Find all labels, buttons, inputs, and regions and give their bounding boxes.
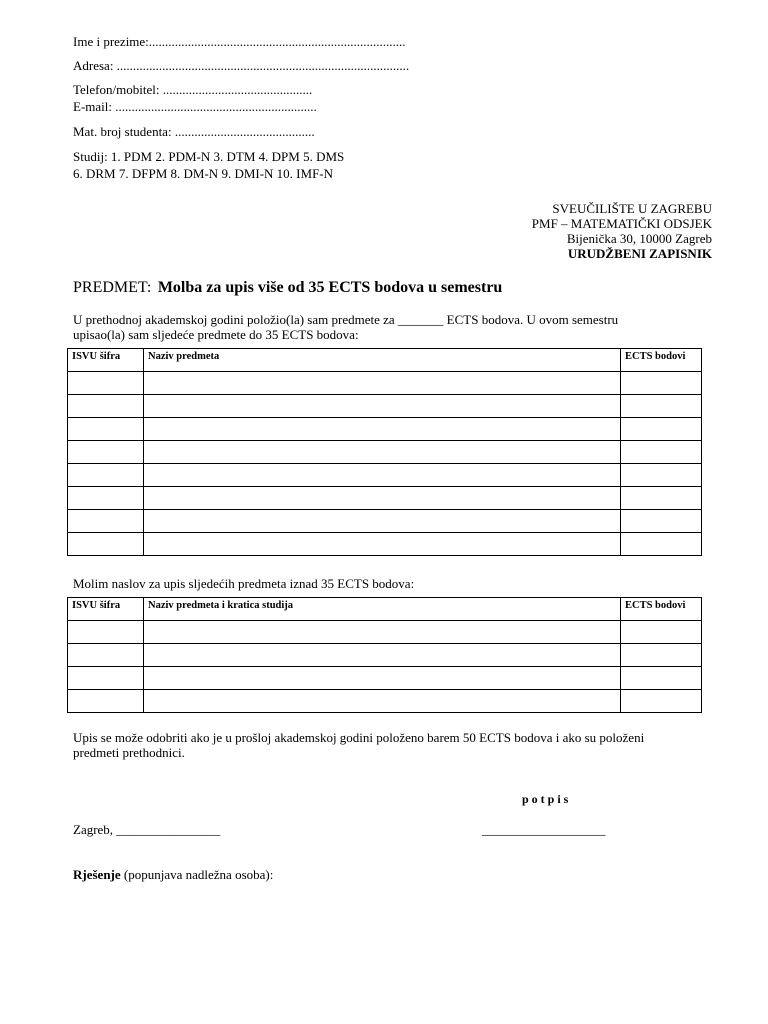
table-row bbox=[68, 418, 702, 441]
cell-isvu-code[interactable] bbox=[68, 372, 144, 395]
cell-course-name[interactable] bbox=[144, 395, 621, 418]
cell-isvu-code[interactable] bbox=[68, 621, 144, 644]
note-line2: predmeti prethodnici. bbox=[73, 745, 185, 760]
cell-ects[interactable] bbox=[621, 690, 702, 713]
col-ects: ECTS bodovi bbox=[621, 349, 702, 372]
cell-ects[interactable] bbox=[621, 621, 702, 644]
cell-course-name[interactable] bbox=[144, 441, 621, 464]
cell-isvu-code[interactable] bbox=[68, 441, 144, 464]
table-row bbox=[68, 690, 702, 713]
decision-label: Rješenje bbox=[73, 867, 121, 882]
cell-course-name[interactable] bbox=[144, 667, 621, 690]
cell-ects[interactable] bbox=[621, 464, 702, 487]
cell-isvu-code[interactable] bbox=[68, 533, 144, 556]
extra-courses-table bbox=[67, 597, 702, 713]
table-row bbox=[68, 395, 702, 418]
cell-isvu-code[interactable] bbox=[68, 667, 144, 690]
cell-isvu-code[interactable] bbox=[68, 690, 144, 713]
cell-ects[interactable] bbox=[621, 441, 702, 464]
cell-ects[interactable] bbox=[621, 487, 702, 510]
cell-isvu-code[interactable] bbox=[68, 510, 144, 533]
cell-ects[interactable] bbox=[621, 372, 702, 395]
cell-course-name[interactable] bbox=[144, 464, 621, 487]
decision-line bbox=[73, 867, 273, 882]
cell-course-name[interactable] bbox=[144, 690, 621, 713]
phone-field[interactable]: Telefon/mobitel: .............................................. bbox=[73, 82, 313, 97]
cell-ects[interactable] bbox=[621, 667, 702, 690]
department-name: PMF – MATEMATIČKI ODSJEK bbox=[531, 216, 712, 231]
col-course-name-abbrev: Naziv predmeta i kratica studija bbox=[144, 598, 621, 621]
university-name: SVEUČILIŠTE U ZAGREBU bbox=[552, 201, 712, 216]
cell-ects[interactable] bbox=[621, 533, 702, 556]
cell-isvu-code[interactable] bbox=[68, 395, 144, 418]
address-field[interactable]: Adresa: .......................................................................................... bbox=[73, 58, 410, 73]
cell-ects[interactable] bbox=[621, 644, 702, 667]
col-isvu-code: ISVU šifra bbox=[68, 349, 144, 372]
enrolled-courses-table bbox=[67, 348, 702, 556]
table-row bbox=[68, 464, 702, 487]
cell-course-name[interactable] bbox=[144, 621, 621, 644]
cell-isvu-code[interactable] bbox=[68, 644, 144, 667]
subject-title: Molba za upis više od 35 ECTS bodova u semestru bbox=[157, 279, 503, 296]
place-date-field[interactable]: Zagreb, ________________ bbox=[73, 822, 221, 837]
intro-line2: upisao(la) sam sljedeće predmete do 35 ECTS bodova: bbox=[73, 327, 359, 342]
table-row bbox=[68, 644, 702, 667]
note-line1: Upis se može odobriti ako je u prošloj akademskoj godini položeno barem 50 ECTS bodova i ako su položeni bbox=[73, 730, 645, 745]
cell-ects[interactable] bbox=[621, 510, 702, 533]
table-header-row bbox=[68, 598, 702, 621]
table-row bbox=[68, 621, 702, 644]
cell-course-name[interactable] bbox=[144, 510, 621, 533]
decision-note: (popunjava nadležna osoba): bbox=[120, 867, 274, 882]
subject-label: PREDMET: bbox=[73, 279, 152, 296]
col-course-name: Naziv predmeta bbox=[144, 349, 621, 372]
cell-course-name[interactable] bbox=[144, 533, 621, 556]
signature-line[interactable]: ___________________ bbox=[482, 822, 606, 837]
email-field[interactable]: E-mail: .............................................................. bbox=[73, 99, 317, 114]
student-id-field[interactable]: Mat. broj studenta: ........................................... bbox=[73, 124, 315, 139]
registry-label: URUDŽBENI ZAPISNIK bbox=[567, 246, 712, 261]
study-programs-line2: 6. DRM 7. DFPM 8. DM-N 9. DMI-N 10. IMF-N bbox=[73, 166, 334, 181]
cell-ects[interactable] bbox=[621, 395, 702, 418]
street-address: Bijenička 30, 10000 Zagreb bbox=[566, 231, 712, 246]
cell-isvu-code[interactable] bbox=[68, 418, 144, 441]
request-text: Molim naslov za upis sljedećih predmeta iznad 35 ECTS bodova: bbox=[73, 576, 415, 591]
intro-line1: U prethodnoj akademskoj godini položio(la) sam predmete za _______ ECTS bodova. U ovom semestru bbox=[73, 312, 619, 327]
name-field[interactable]: Ime i prezime:............................................................................... bbox=[73, 34, 406, 49]
cell-course-name[interactable] bbox=[144, 644, 621, 667]
col-ects: ECTS bodovi bbox=[621, 598, 702, 621]
cell-course-name[interactable] bbox=[144, 487, 621, 510]
cell-ects[interactable] bbox=[621, 418, 702, 441]
table-row bbox=[68, 487, 702, 510]
table-row bbox=[68, 667, 702, 690]
cell-isvu-code[interactable] bbox=[68, 487, 144, 510]
table-row bbox=[68, 533, 702, 556]
cell-isvu-code[interactable] bbox=[68, 464, 144, 487]
signature-label: p o t p i s bbox=[522, 792, 569, 806]
col-isvu-code: ISVU šifra bbox=[68, 598, 144, 621]
cell-course-name[interactable] bbox=[144, 372, 621, 395]
study-programs-line1: Studij: 1. PDM 2. PDM-N 3. DTM 4. DPM 5. DMS bbox=[73, 149, 345, 164]
table-row bbox=[68, 372, 702, 395]
cell-course-name[interactable] bbox=[144, 418, 621, 441]
subject-line bbox=[73, 278, 502, 297]
table-row bbox=[68, 441, 702, 464]
table-header-row bbox=[68, 349, 702, 372]
table-row bbox=[68, 510, 702, 533]
